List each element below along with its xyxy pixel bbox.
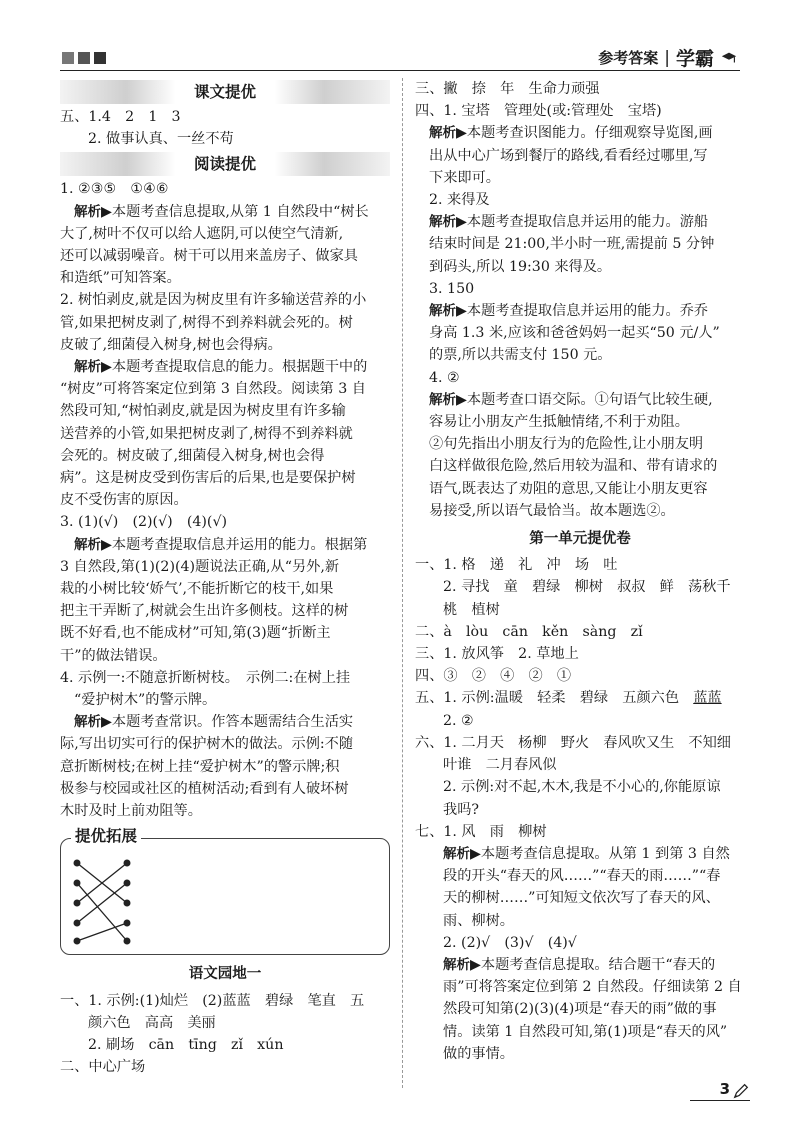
u11-analysis-4: 情。读第 1 自然段可知,第(1)项是“春天的风” — [443, 1023, 728, 1040]
q1-answer: 1. ②③⑤ ①④⑥ — [60, 181, 169, 198]
q2-answer-3: 皮破了,细菌侵入树身,树也会得病。 — [60, 336, 282, 353]
r2-analysis-1 — [415, 122, 745, 144]
u-line-7 — [415, 687, 745, 709]
u-line-6: 四、③ ② ④ ② ① — [415, 668, 572, 685]
r4-analysis-3: 的票,所以共需支付 150 元。 — [429, 347, 612, 364]
q1-analysis-text-1: ▶本题考查信息提取,从第 1 自然段中“树长 — [101, 203, 369, 220]
u11-analysis-1 — [415, 954, 745, 976]
ywyd-line-2: 颜六色 高高 美丽 — [88, 1014, 216, 1031]
ywyd-line-4: 二、中心广场 — [60, 1059, 146, 1076]
u-line-3: 桃 植树 — [443, 601, 500, 618]
q2-analysis-2: “树皮”可将答案定位到第 3 自然段。阅读第 3 自 — [60, 381, 366, 398]
q3-analysis-6: 干”的做法错误。 — [60, 647, 167, 664]
ywyd-line-3: 2. 刷场 cān tīng zǐ xún — [88, 1036, 284, 1053]
q3-answer: 3. (1)(√) (2)(√) (4)(√) — [60, 514, 228, 531]
u10-analysis-1 — [415, 843, 745, 865]
section-title-ydty: 阅读提优 — [60, 152, 390, 176]
r5-analysis-text-1: ▶本题考查口语交际。①句语气比较生硬, — [456, 391, 713, 408]
q4-analysis-4: 极参与校园或社区的植树活动;看到有人破坏树 — [60, 780, 349, 797]
kwty-line-2: 2. 做事认真、一丝不苟 — [88, 131, 234, 148]
extension-box — [60, 827, 390, 955]
left-column — [60, 78, 390, 1078]
u-line-10: 叶谁 二月春风似 — [443, 757, 557, 774]
q4-answer-1: 4. 示例一:不随意折断树枝。 示例二:在树上挂 — [60, 669, 351, 686]
analysis-label: 解析 — [429, 214, 456, 231]
q1-analysis-3: 还可以减弱噪音。树干可以用来盖房子、做家具 — [60, 248, 358, 265]
analysis-label: 解析 — [443, 845, 470, 862]
q2-answer-1: 2. 树怕剥皮,就是因为树皮里有许多输送营养的小 — [60, 292, 367, 309]
r5-analysis-6: 易接受,所以语气最恰当。故本题选②。 — [429, 502, 675, 519]
u-line-4: 二、à lòu cān kěn sàng zǐ — [415, 623, 643, 640]
q4-answer-2: “爱护树木”的警示牌。 — [74, 692, 217, 709]
r3-analysis-2: 结束时间是 21:00,半小时一班,需提前 5 分钟 — [429, 236, 715, 253]
u-line-7-text: 五、1. 示例:温暖 轻柔 碧绿 五颜六色 — [415, 690, 680, 707]
right-column — [415, 78, 745, 1065]
header-separator: | — [664, 47, 670, 68]
header-right — [598, 44, 738, 71]
q3-analysis-5: 既不好看,也不能成材”可知,第(3)题“折断主 — [60, 625, 331, 642]
r3-analysis-1 — [415, 211, 745, 233]
q2-analysis-6: 病”。这是树皮受到伤害后的后果,也是要保护树 — [60, 470, 356, 487]
u10-analysis-3: 天的柳树……”可知短文依次写了春天的风、 — [443, 890, 720, 907]
u11-analysis-5: 做的事情。 — [443, 1045, 514, 1062]
r4-analysis-2: 身高 1.3 米,应该和爸爸妈妈一起买“50 元/人” — [429, 325, 720, 342]
q4-analysis-2: 际,写出切实可行的保护树木的做法。示例:不随 — [60, 736, 354, 753]
u-line-2: 2. 寻找 童 碧绿 柳树 叔叔 鲜 荡秋千 — [443, 579, 731, 596]
r-line-1: 三、撇 捺 年 生命力顽强 — [415, 81, 600, 97]
q2-analysis-4: 送营养的小管,如果把树皮剥了,树得不到养料就 — [60, 425, 353, 442]
u-line-14: 2. (2)√ (3)√ (4)√ — [443, 934, 577, 951]
analysis-label: 解析 — [74, 714, 101, 731]
r5-analysis-1 — [415, 389, 745, 411]
u-line-11: 2. 示例:对不起,木木,我是不小心的,你能原谅 — [443, 779, 721, 796]
q4-analysis-1 — [60, 711, 390, 733]
r-line-5: 4. ② — [429, 369, 460, 386]
section-title-unit: 第一单元提优卷 — [529, 530, 631, 548]
u-line-7-underlined: 蓝蓝 — [693, 690, 722, 707]
analysis-label: 解析 — [74, 203, 101, 220]
analysis-label: 解析 — [429, 391, 456, 408]
u-line-12: 我吗? — [443, 801, 479, 818]
q1-analysis-1 — [60, 201, 390, 223]
extension-title: 提优拓展 — [71, 825, 141, 847]
q4-analysis-5: 木时及时上前劝阻等。 — [60, 803, 202, 820]
q2-analysis-3: 然段可知,“树怕剥皮,就是因为树皮里有许多输 — [60, 403, 346, 420]
u11-analysis-2: 雨”可将答案定位到第 2 自然段。仔细读第 2 自 — [443, 979, 742, 996]
analysis-label: 解析 — [74, 536, 101, 553]
analysis-label: 解析 — [443, 956, 470, 973]
r3-analysis-3: 到码头,所以 19:30 来得及。 — [429, 258, 612, 275]
r4-analysis-text-1: ▶本题考查提取信息并运用的能力。乔乔 — [456, 303, 709, 320]
analysis-label: 解析 — [74, 359, 101, 376]
page-number: 3 — [719, 1080, 730, 1098]
q2-analysis-text-1: ▶本题考查提取信息的能力。根据题干中的 — [101, 359, 368, 376]
u10-analysis-2: 段的开头“春天的风……”“春天的雨……”“春 — [443, 868, 721, 885]
r3-analysis-text-1: ▶本题考查提取信息并运用的能力。游船 — [456, 214, 709, 231]
q3-analysis-text-1: ▶本题考查提取信息并运用的能力。根据第 — [101, 536, 368, 553]
r-line-3: 2. 来得及 — [429, 192, 490, 209]
header-brand: 学霸 — [675, 48, 714, 70]
u-line-8: 2. ② — [443, 712, 474, 729]
q3-analysis-4: 把主干弄断了,树就会生出许多侧枝。这样的树 — [60, 603, 349, 620]
q4-analysis-3: 意折断树枝;在树上挂“爱护树木”的警示牌;积 — [60, 758, 340, 775]
u-line-13: 七、1. 风 雨 柳树 — [415, 823, 547, 840]
q2-analysis-5: 会死的。树皮破了,细菌侵入树身,树也会得 — [60, 447, 325, 464]
q3-analysis-3: 栽的小树比较‘娇气’,不能折断它的枝干,如果 — [60, 581, 334, 598]
analysis-label: 解析 — [429, 125, 456, 142]
q2-answer-2: 管,如果把树皮剥了,树得不到养料就会死的。树 — [60, 314, 353, 331]
column-divider — [402, 78, 403, 1088]
r5-analysis-3: ②句先指出小朋友行为的危险性,让小朋友明 — [429, 436, 704, 453]
r2-analysis-3: 下来即可。 — [429, 169, 500, 186]
u10-analysis-text-1: ▶本题考查信息提取。从第 1 到第 3 自然 — [470, 845, 730, 862]
u-line-5: 三、1. 放风筝 2. 草地上 — [415, 646, 579, 663]
u-line-9: 六、1. 二月天 杨柳 野火 春风吹又生 不知细 — [415, 734, 731, 751]
r5-analysis-2: 容易让小朋友产生抵触情绪,不利于劝阻。 — [429, 414, 689, 431]
section-title-kwty: 课文提优 — [60, 80, 390, 104]
r2-analysis-text-1: ▶本题考查识图能力。仔细观察导览图,画 — [456, 125, 713, 142]
analysis-label: 解析 — [429, 303, 456, 320]
r-line-2: 四、1. 宝塔 管理处(或:管理处 宝塔) — [415, 103, 662, 120]
footer-rule — [690, 1100, 750, 1101]
q3-analysis-2: 3 自然段,第(1)(2)(4)题说法正确,从“另外,新 — [60, 558, 340, 575]
graduation-cap-icon — [720, 49, 738, 67]
q1-analysis-4: 和造纸”可知答案。 — [60, 270, 181, 287]
r5-analysis-4: 白这样做很危险,然后用较为温和、带有请求的 — [429, 458, 718, 475]
q4-analysis-text-1: ▶本题考查常识。作答本题需结合生活实 — [101, 714, 354, 731]
r4-analysis-1 — [415, 300, 745, 322]
u10-analysis-4: 雨、柳树。 — [443, 912, 514, 929]
pencil-icon — [732, 1082, 750, 1100]
header-rule — [60, 70, 740, 71]
r2-analysis-2: 出从中心广场到餐厅的路线,看看经过哪里,写 — [429, 147, 708, 164]
q2-analysis-7: 皮不受伤害的原因。 — [60, 492, 188, 509]
kwty-line-1: 五、1.4 2 1 3 — [60, 109, 181, 125]
section-title-ywyd: 语文园地一 — [188, 965, 262, 983]
matching-lines-figure — [65, 845, 145, 950]
u11-analysis-text-1: ▶本题考查信息提取。结合题干“春天的 — [470, 956, 716, 973]
u-line-1: 一、1. 格 递 礼 冲 场 吐 — [415, 557, 618, 574]
q1-analysis-2: 大了,树叶不仅可以给人遮阴,可以使空气清新, — [60, 225, 344, 242]
r-line-4: 3. 150 — [429, 280, 475, 297]
header-title: 参考答案 — [598, 49, 659, 67]
q3-analysis-1 — [60, 534, 390, 556]
u11-analysis-3: 然段可知第(2)(3)(4)项是“春天的雨”做的事 — [443, 1001, 717, 1018]
header-squares — [62, 52, 106, 64]
q2-analysis-1 — [60, 356, 390, 378]
ywyd-line-1: 一、1. 示例:(1)灿烂 (2)蓝蓝 碧绿 笔直 五 — [60, 992, 365, 1009]
r5-analysis-5: 语气,既表达了劝阻的意思,又能让小朋友更容 — [429, 480, 708, 497]
